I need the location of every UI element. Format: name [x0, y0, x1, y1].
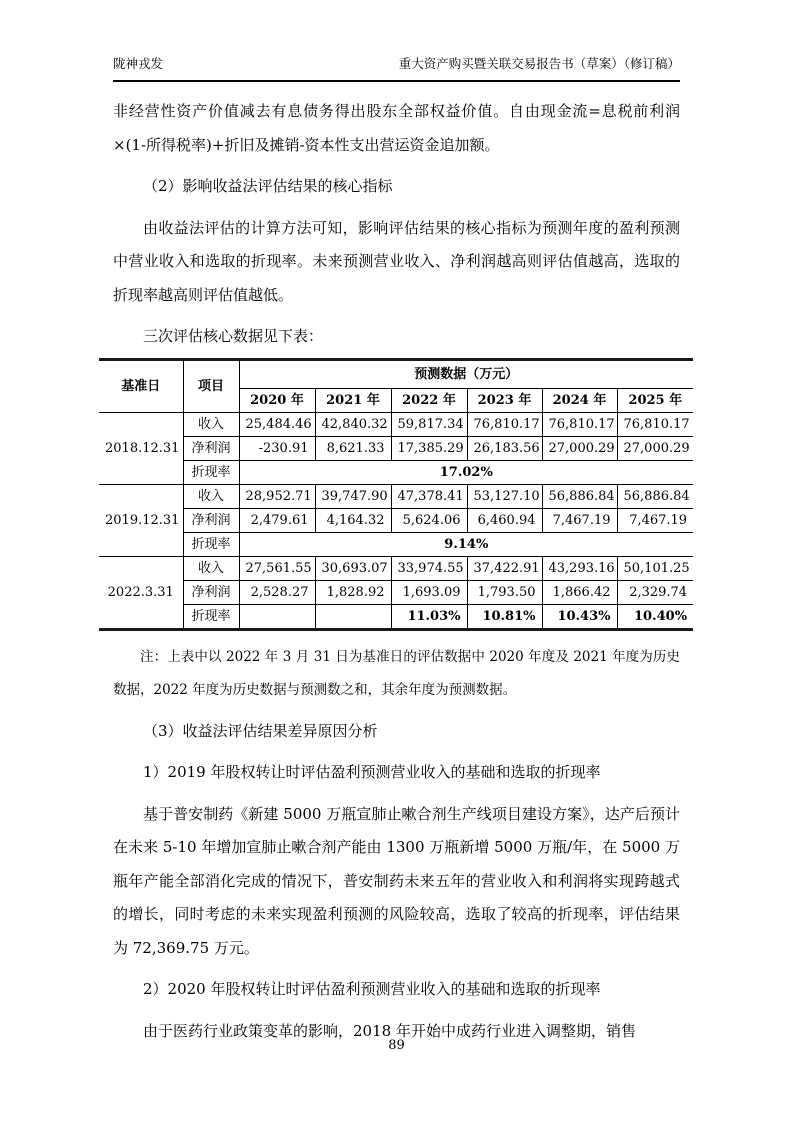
col-header-base-date: 基准日	[99, 359, 183, 412]
revenue-cell: 76,810.17	[467, 412, 542, 436]
discount-rate-cell	[239, 604, 315, 629]
row-label-revenue: 收入	[183, 556, 239, 580]
col-header-forecast-data: 预测数据（万元）	[239, 359, 693, 388]
col-header-year-2022: 2022 年	[391, 388, 467, 412]
table-row	[99, 532, 693, 556]
revenue-cell: 25,484.46	[239, 412, 315, 436]
heading-2020-transfer: 2）2020 年股权转让时评估盈利预测营业收入的基础和选取的折现率	[143, 980, 601, 998]
net-profit-cell: 1,693.09	[391, 580, 467, 604]
net-profit-cell: 26,183.56	[467, 436, 542, 460]
revenue-cell: 53,127.10	[467, 484, 542, 508]
discount-rate-merged-cell: 9.14%	[239, 532, 693, 556]
net-profit-cell: 27,000.29	[617, 436, 693, 460]
discount-rate-cell: 10.43%	[542, 604, 617, 629]
revenue-cell: 43,293.16	[542, 556, 617, 580]
paragraph-free-cash-flow: 非经营性资产价值减去有息债务得出股东全部权益价值。自由现金流=息税前利润×(1-所得税率)+折旧及摊销-资本性支出营运资金追加额。	[113, 102, 680, 154]
net-profit-cell: -230.91	[239, 436, 315, 460]
table-row	[99, 484, 693, 508]
discount-rate-cell: 11.03%	[391, 604, 467, 629]
revenue-cell: 28,952.71	[239, 484, 315, 508]
row-label-discount-rate: 折现率	[183, 460, 239, 484]
net-profit-cell: 7,467.19	[617, 508, 693, 532]
header-report-title: 重大资产购买暨关联交易报告书（草案）（修订稿）	[398, 56, 680, 71]
discount-rate-merged-cell: 17.02%	[239, 460, 693, 484]
discount-rate-cell: 10.40%	[617, 604, 693, 629]
net-profit-cell: 1,866.42	[542, 580, 617, 604]
row-label-revenue: 收入	[183, 412, 239, 436]
col-header-year-2021: 2021 年	[315, 388, 391, 412]
discount-rate-cell	[315, 604, 391, 629]
col-header-year-2020: 2020 年	[239, 388, 315, 412]
row-label-net-profit: 净利润	[183, 508, 239, 532]
row-label-discount-rate: 折现率	[183, 532, 239, 556]
col-header-year-2023: 2023 年	[467, 388, 542, 412]
header-company-name: 陇神戎发	[113, 56, 164, 71]
net-profit-cell: 1,828.92	[315, 580, 391, 604]
table-row	[99, 604, 693, 629]
net-profit-cell: 4,164.32	[315, 508, 391, 532]
paragraph-2019-basis: 基于普安制药《新建 5000 万瓶宣肺止嗽合剂生产线项目建设方案》，达产后预计在未来 5-10 年增加宣肺止嗽合剂产能由 1300 万瓶新增 5000 万瓶/年，在 5000 万瓶年产能全部消化完成的情况下，普安制药未来五年的营业收入和利润将实现跨越式的增长，同时考虑的未来实现盈利预测的风险较高，选取了较高的折现率，评估结果为 72,369.75 万元。	[113, 804, 680, 957]
net-profit-cell: 5,624.06	[391, 508, 467, 532]
revenue-cell: 59,817.34	[391, 412, 467, 436]
table-row	[99, 436, 693, 460]
col-header-year-2025: 2025 年	[617, 388, 693, 412]
revenue-cell: 47,378.41	[391, 484, 467, 508]
revenue-cell: 27,561.55	[239, 556, 315, 580]
net-profit-cell: 6,460.94	[467, 508, 542, 532]
base-date-2022: 2022.3.31	[99, 556, 183, 629]
net-profit-cell: 2,479.61	[239, 508, 315, 532]
revenue-cell: 76,810.17	[542, 412, 617, 436]
net-profit-cell: 7,467.19	[542, 508, 617, 532]
paragraph-core-indicators: 由收益法评估的计算方法可知，影响评估结果的核心指标为预测年度的盈利预测中营业收入和选取的折现率。未来预测营业收入、净利润越高则评估值越高，选取的折现率越高则评估值越低。	[113, 218, 680, 304]
table-note: 注：上表中以 2022 年 3 月 31 日为基准日的评估数据中 2020 年度及 2021 年度为历史数据，2022 年度为历史数据与预测数之和，其余年度为预测数据。	[113, 648, 680, 698]
revenue-cell: 33,974.55	[391, 556, 467, 580]
table-row	[99, 580, 693, 604]
heading-core-indicators: （2）影响收益法评估结果的核心指标	[143, 177, 393, 195]
table-row	[99, 460, 693, 484]
base-date-2018: 2018.12.31	[99, 412, 183, 484]
row-label-net-profit: 净利润	[183, 436, 239, 460]
heading-2019-transfer: 1）2019 年股权转让时评估盈利预测营业收入的基础和选取的折现率	[143, 763, 601, 781]
row-label-discount-rate: 折现率	[183, 604, 239, 629]
table-header-row	[99, 359, 693, 388]
net-profit-cell: 8,621.33	[315, 436, 391, 460]
revenue-cell: 50,101.25	[617, 556, 693, 580]
net-profit-cell: 1,793.50	[467, 580, 542, 604]
revenue-cell: 56,886.84	[542, 484, 617, 508]
net-profit-cell: 27,000.29	[542, 436, 617, 460]
revenue-cell: 76,810.17	[617, 412, 693, 436]
col-header-item: 项目	[183, 359, 239, 412]
col-header-year-2024: 2024 年	[542, 388, 617, 412]
page-header	[113, 0, 680, 82]
revenue-cell: 42,840.32	[315, 412, 391, 436]
paragraph-table-intro: 三次评估核心数据见下表：	[143, 327, 324, 345]
net-profit-cell: 2,528.27	[239, 580, 315, 604]
valuation-data-table	[99, 358, 693, 631]
revenue-cell: 39,747.90	[315, 484, 391, 508]
row-label-revenue: 收入	[183, 484, 239, 508]
page-number: 89	[388, 1038, 405, 1053]
revenue-cell: 30,693.07	[315, 556, 391, 580]
net-profit-cell: 17,385.29	[391, 436, 467, 460]
document-body	[105, 95, 690, 1048]
table-row	[99, 556, 693, 580]
heading-difference-analysis: （3）收益法评估结果差异原因分析	[143, 721, 378, 740]
paragraph-2020-basis: 由于医药行业政策变革的影响，2018 年开始中成药行业进入调整期，销售	[143, 1021, 636, 1040]
table-row	[99, 508, 693, 532]
table-row	[99, 412, 693, 436]
net-profit-cell: 2,329.74	[617, 580, 693, 604]
discount-rate-cell: 10.81%	[467, 604, 542, 629]
revenue-cell: 37,422.91	[467, 556, 542, 580]
revenue-cell: 56,886.84	[617, 484, 693, 508]
row-label-net-profit: 净利润	[183, 580, 239, 604]
base-date-2019: 2019.12.31	[99, 484, 183, 556]
